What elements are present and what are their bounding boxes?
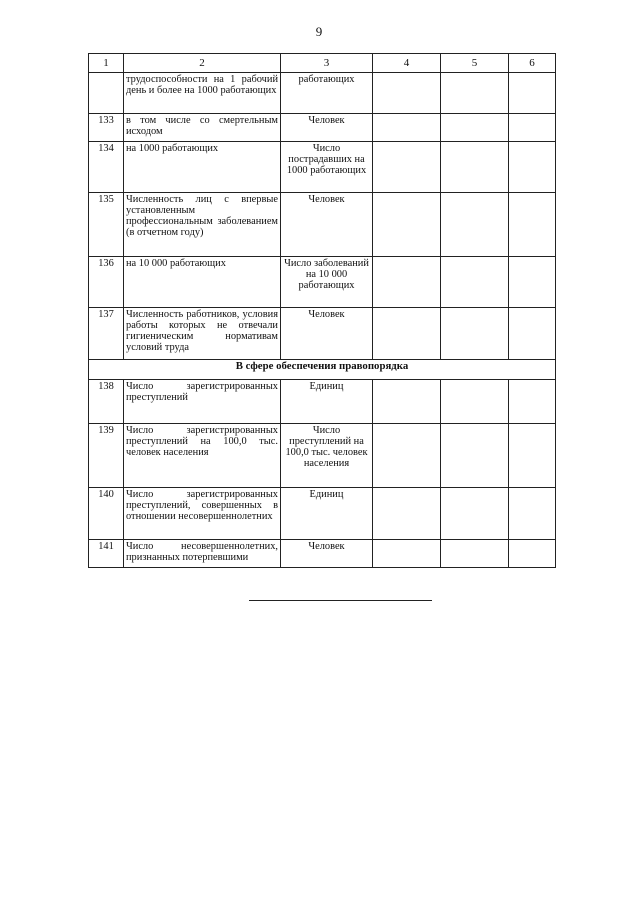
row-number	[89, 73, 124, 114]
value-cell-col6	[509, 142, 556, 193]
table-row	[89, 488, 556, 540]
value-cell-col5	[441, 73, 509, 114]
table-row	[89, 142, 556, 193]
row-number: 136	[89, 257, 124, 308]
value-cell-col4	[373, 73, 441, 114]
value-cell-col5	[441, 424, 509, 488]
row-number: 137	[89, 308, 124, 360]
closing-rule	[249, 600, 432, 601]
value-cell-col5	[441, 308, 509, 360]
indicator-name: Численность лиц с впервые установленным профессиональным заболеванием (в отчетном году)	[124, 193, 281, 257]
value-cell-col5	[441, 193, 509, 257]
column-header-1: 1	[89, 54, 124, 73]
column-header-2: 2	[124, 54, 281, 73]
unit-of-measure: Человек	[281, 540, 373, 568]
value-cell-col6	[509, 424, 556, 488]
value-cell-col6	[509, 114, 556, 142]
table-row	[89, 540, 556, 568]
column-header-6: 6	[509, 54, 556, 73]
row-number: 134	[89, 142, 124, 193]
value-cell-col4	[373, 380, 441, 424]
value-cell-col5	[441, 488, 509, 540]
row-number: 133	[89, 114, 124, 142]
indicator-name: в том числе со смертельным исходом	[124, 114, 281, 142]
indicator-name: на 1000 работающих	[124, 142, 281, 193]
row-number: 139	[89, 424, 124, 488]
unit-of-measure: Человек	[281, 308, 373, 360]
row-number: 140	[89, 488, 124, 540]
value-cell-col4	[373, 308, 441, 360]
indicators-table	[88, 53, 556, 568]
value-cell-col4	[373, 193, 441, 257]
indicator-name: трудоспособности на 1 рабочий день и более на 1000 работающих	[124, 73, 281, 114]
section-row	[89, 360, 556, 380]
value-cell-col4	[373, 540, 441, 568]
value-cell-col4	[373, 488, 441, 540]
value-cell-col6	[509, 540, 556, 568]
unit-of-measure: Единиц	[281, 488, 373, 540]
indicator-name: Число несовершеннолетних, признанных потерпевшими	[124, 540, 281, 568]
indicator-name: Число зарегистрированных преступлений, совершенных в отношении несовершеннолетних	[124, 488, 281, 540]
table-row	[89, 114, 556, 142]
unit-of-measure: Единиц	[281, 380, 373, 424]
value-cell-col6	[509, 308, 556, 360]
table-row	[89, 73, 556, 114]
table-row	[89, 380, 556, 424]
indicator-name: Численность работников, условия работы которых не отвечали гигиеническим нормативам условий труда	[124, 308, 281, 360]
value-cell-col6	[509, 380, 556, 424]
unit-of-measure: Число пострадавших на 1000 работающих	[281, 142, 373, 193]
page-number: 9	[315, 24, 323, 39]
header-row	[89, 54, 556, 73]
unit-of-measure: работающих	[281, 73, 373, 114]
value-cell-col4	[373, 257, 441, 308]
unit-of-measure: Человек	[281, 193, 373, 257]
value-cell-col4	[373, 114, 441, 142]
unit-of-measure: Число заболеваний на 10 000 работающих	[281, 257, 373, 308]
value-cell-col5	[441, 380, 509, 424]
table-row	[89, 308, 556, 360]
value-cell-col4	[373, 142, 441, 193]
indicator-name: Число зарегистрированных преступлений	[124, 380, 281, 424]
table-body	[89, 73, 556, 568]
value-cell-col6	[509, 73, 556, 114]
row-number: 141	[89, 540, 124, 568]
column-header-3: 3	[281, 54, 373, 73]
value-cell-col5	[441, 114, 509, 142]
value-cell-col6	[509, 257, 556, 308]
table-row	[89, 257, 556, 308]
row-number: 135	[89, 193, 124, 257]
value-cell-col4	[373, 424, 441, 488]
unit-of-measure: Число преступлений на 100,0 тыс. человек населения	[281, 424, 373, 488]
value-cell-col5	[441, 257, 509, 308]
value-cell-col5	[441, 142, 509, 193]
column-header-5: 5	[441, 54, 509, 73]
table-row	[89, 424, 556, 488]
value-cell-col5	[441, 540, 509, 568]
section-title: В сфере обеспечения правопорядка	[89, 360, 556, 380]
indicator-name: на 10 000 работающих	[124, 257, 281, 308]
table-row	[89, 193, 556, 257]
indicator-name: Число зарегистрированных преступлений на 100,0 тыс. человек населения	[124, 424, 281, 488]
value-cell-col6	[509, 193, 556, 257]
column-header-4: 4	[373, 54, 441, 73]
row-number: 138	[89, 380, 124, 424]
value-cell-col6	[509, 488, 556, 540]
unit-of-measure: Человек	[281, 114, 373, 142]
